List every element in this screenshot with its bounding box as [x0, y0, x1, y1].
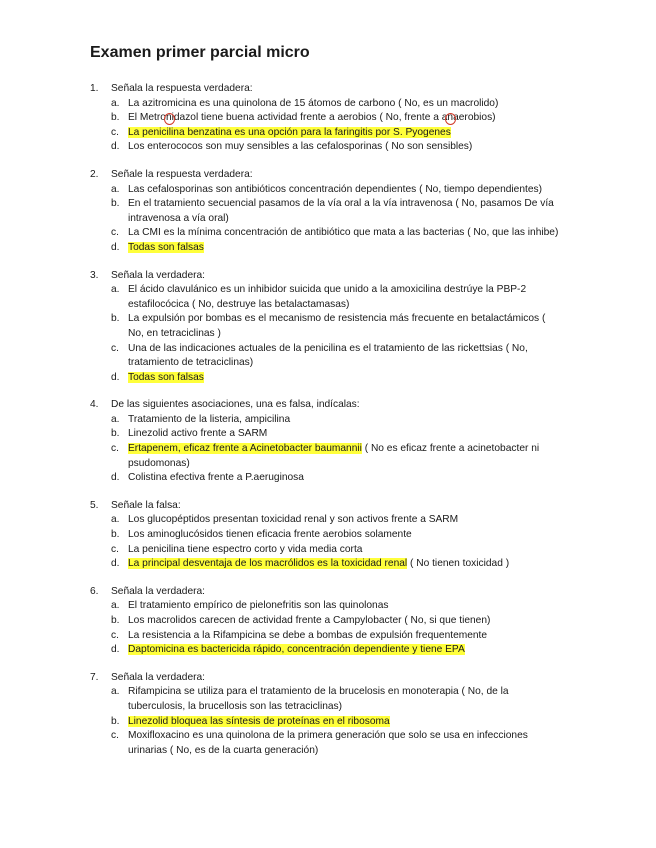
- option-letter: d.: [111, 558, 120, 570]
- option-text: [128, 197, 560, 226]
- option-d: [111, 471, 560, 486]
- question-6: [90, 585, 560, 658]
- option-letter: d.: [111, 472, 120, 484]
- option-d: [111, 371, 560, 386]
- option-b: [111, 312, 560, 341]
- question-2: [90, 168, 560, 256]
- option-text-segment: aerobios): [453, 112, 496, 124]
- document-title: Examen primer parcial micro: [90, 44, 310, 61]
- option-c: [111, 342, 560, 371]
- question-number: 1.: [90, 83, 99, 94]
- option-text-segment: La penicilina tiene espectro corto y vida media corta: [128, 543, 363, 555]
- question-prompt-line: [90, 82, 560, 97]
- option-c: [111, 543, 560, 558]
- option-c: [111, 729, 560, 758]
- option-text: [128, 226, 560, 241]
- option-text: [128, 528, 560, 543]
- option-letter: a.: [111, 686, 120, 698]
- question-prompt: Señala la verdadera:: [111, 671, 206, 683]
- question-prompt: Señala la verdadera:: [111, 269, 206, 281]
- option-letter: a.: [111, 284, 120, 296]
- option-c: [111, 126, 560, 141]
- highlighted-answer: Daptomicina es bactericida rápido, concentración dependiente y tiene EPA: [128, 644, 465, 656]
- option-letter: b.: [111, 615, 120, 626]
- option-text-segment: La CMI es la mínima concentración de antibiótico que mata a las bacterias ( No, que las inhibe): [128, 227, 559, 239]
- option-text-segment: Moxifloxacino es una quinolona de la primera generación que solo se usa en infecciones urinarias ( No, es de la cuarta generación): [128, 730, 528, 756]
- option-c: [111, 226, 560, 241]
- option-text: [128, 557, 560, 572]
- question-4: [90, 398, 560, 486]
- option-text: [128, 111, 560, 126]
- option-list: [90, 599, 560, 657]
- option-text: [128, 643, 560, 658]
- option-letter: b.: [111, 529, 120, 541]
- option-c: [111, 629, 560, 644]
- question-prompt-line: [90, 398, 560, 413]
- option-b: [111, 197, 560, 226]
- question-number: 7.: [90, 671, 99, 683]
- option-letter: a.: [111, 514, 120, 526]
- option-text: [128, 183, 560, 198]
- option-d: [111, 557, 560, 572]
- highlighted-answer: Linezolid bloquea las síntesis de proteínas en el ribosoma: [128, 715, 390, 727]
- option-list: [90, 413, 560, 486]
- option-list: [90, 685, 560, 758]
- option-list: [90, 283, 560, 385]
- option-text-segment: Una de las indicaciones actuales de la penicilina es el tratamiento de las rickettsias ( No, tratamiento de tetraciclinas): [128, 342, 528, 369]
- question-list: [90, 82, 560, 771]
- option-letter: a.: [111, 97, 120, 109]
- option-letter: d.: [111, 371, 120, 383]
- option-text-segment: El Metro: [128, 112, 166, 124]
- option-text: [128, 599, 560, 614]
- option-b: [111, 614, 560, 629]
- option-a: [111, 97, 560, 112]
- question-number: 6.: [90, 585, 99, 597]
- option-a: [111, 183, 560, 198]
- option-text-segment: Las cefalosporinas son antibióticos concentración dependientes ( No, tiempo dependientes): [128, 183, 542, 195]
- option-letter: c.: [111, 443, 119, 455]
- option-a: [111, 413, 560, 428]
- option-a: [111, 685, 560, 714]
- option-text-segment: Los glucopéptidos presentan toxicidad renal y son activos frente a SARM: [128, 514, 459, 526]
- option-c: [111, 442, 560, 471]
- option-text: [128, 729, 560, 758]
- option-text: [128, 614, 560, 629]
- option-letter: c.: [111, 629, 119, 641]
- question-prompt: Señala la respuesta verdadera:: [111, 83, 253, 94]
- option-letter: b.: [111, 313, 120, 325]
- option-letter: c.: [111, 126, 119, 138]
- question-number: 3.: [90, 269, 99, 281]
- option-text: [128, 283, 560, 312]
- option-letter: b.: [111, 428, 120, 440]
- option-text: [128, 140, 560, 155]
- option-letter: d.: [111, 141, 120, 153]
- question-1: [90, 82, 560, 155]
- option-text-segment: La azitromicina es una quinolona de 15 átomos de carbono ( No, es un macrolido): [128, 97, 499, 109]
- highlighted-answer: Todas son falsas: [128, 371, 204, 383]
- highlighted-answer: La penicilina benzatina es una opción para la faringitis por S. Pyogenes: [128, 126, 451, 138]
- option-letter: c.: [111, 342, 119, 354]
- option-b: [111, 528, 560, 543]
- option-b: [111, 715, 560, 730]
- option-list: [90, 97, 560, 155]
- question-number: 2.: [90, 168, 99, 180]
- option-text: [128, 97, 560, 112]
- option-d: [111, 241, 560, 256]
- option-letter: b.: [111, 715, 120, 727]
- option-text-segment: La expulsión por bombas es el mecanismo de resistencia más frecuente en betalactámicos ( No, en tetraciclinas ): [128, 313, 546, 339]
- question-5: [90, 499, 560, 572]
- option-letter: d.: [111, 644, 120, 656]
- option-a: [111, 599, 560, 614]
- option-text: [128, 543, 560, 558]
- option-text-segment: Tratamiento de la listeria, ampicilina: [128, 413, 291, 425]
- question-3: [90, 269, 560, 386]
- option-text-segment: Colistina efectiva frente a P.aeruginosa: [128, 472, 304, 484]
- option-list: [90, 183, 560, 256]
- option-list: [90, 513, 560, 571]
- option-d: [111, 643, 560, 658]
- option-letter: c.: [111, 730, 119, 742]
- option-letter: b.: [111, 112, 120, 124]
- option-text: [128, 427, 560, 442]
- question-number: 4.: [90, 399, 99, 411]
- option-a: [111, 283, 560, 312]
- circled-correction-mark: n: [447, 112, 454, 124]
- option-text-segment: Los macrolidos carecen de actividad frente a Campylobacter ( No, si que tienen): [128, 615, 491, 626]
- option-letter: b.: [111, 198, 120, 210]
- option-letter: a.: [111, 183, 120, 195]
- option-letter: d.: [111, 241, 120, 253]
- option-text: [128, 685, 560, 714]
- option-text-segment: Los aminoglucósidos tienen eficacia frente aerobios solamente: [128, 529, 412, 541]
- option-b: [111, 427, 560, 442]
- option-text: [128, 342, 560, 371]
- question-prompt: Señale la respuesta verdadera:: [111, 168, 253, 180]
- option-text-segment: Linezolid activo frente a SARM: [128, 428, 268, 440]
- option-text-segment: ( No tienen toxicidad ): [407, 558, 510, 570]
- option-text-segment: El ácido clavulánico es un inhibidor suicida que unido a la amoxicilina destrúye la PBP-2 estafilocócica ( No, destruye las betalactamasas): [128, 284, 527, 310]
- option-text-segment: El tratamiento empírico de pielonefritis son las quinolonas: [128, 600, 389, 612]
- option-text: [128, 126, 560, 141]
- option-text-segment: En el tratamiento secuencial pasamos de la vía oral a la vía intravenosa ( No, pasamos De vía intravenosa a vía oral): [128, 198, 554, 224]
- question-prompt-line: [90, 499, 560, 514]
- option-text: [128, 442, 560, 471]
- option-text: [128, 413, 560, 428]
- question-prompt-line: [90, 671, 560, 686]
- option-letter: c.: [111, 543, 119, 555]
- option-text: [128, 629, 560, 644]
- option-text-segment: La resistencia a la Rifampicina se debe a bombas de expulsión frequentemente: [128, 629, 488, 641]
- option-text-segment: Rifampicina se utiliza para el tratamiento de la brucelosis en monoterapia ( No, de la tuberculosis, la brucellosis son las tetraciclinas): [128, 686, 509, 712]
- option-letter: a.: [111, 600, 120, 612]
- question-prompt: Señala la verdadera:: [111, 585, 206, 597]
- option-letter: c.: [111, 227, 119, 239]
- option-text: [128, 371, 560, 386]
- option-text: [128, 312, 560, 341]
- question-number: 5.: [90, 499, 99, 511]
- circled-correction-mark: n: [165, 112, 172, 124]
- option-text: [128, 471, 560, 486]
- question-7: [90, 671, 560, 759]
- highlighted-answer: Todas son falsas: [128, 241, 204, 253]
- question-prompt-line: [90, 168, 560, 183]
- option-text-segment: ( No es eficaz frente a acinetobacter ni psudomonas): [128, 443, 540, 469]
- highlighted-answer: Ertapenem, eficaz frente a Acinetobacter baumannii: [128, 443, 362, 455]
- option-d: [111, 140, 560, 155]
- question-prompt: Señale la falsa:: [111, 499, 181, 511]
- option-text: [128, 513, 560, 528]
- highlighted-answer: La principal desventaja de los macrólidos es la toxicidad renal: [128, 558, 408, 570]
- option-a: [111, 513, 560, 528]
- option-text-segment: Los enterococos son muy sensibles a las cefalosporinas ( No son sensibles): [128, 141, 473, 153]
- option-b: [111, 111, 560, 126]
- option-text-segment: idazol tiene buena actividad frente a aerobios ( No, frente a a: [171, 112, 448, 124]
- option-letter: a.: [111, 413, 120, 425]
- option-text: [128, 241, 560, 256]
- question-prompt: De las siguientes asociaciones, una es falsa, indícalas:: [111, 399, 360, 411]
- question-prompt-line: [90, 585, 560, 600]
- option-text: [128, 715, 560, 730]
- question-prompt-line: [90, 269, 560, 284]
